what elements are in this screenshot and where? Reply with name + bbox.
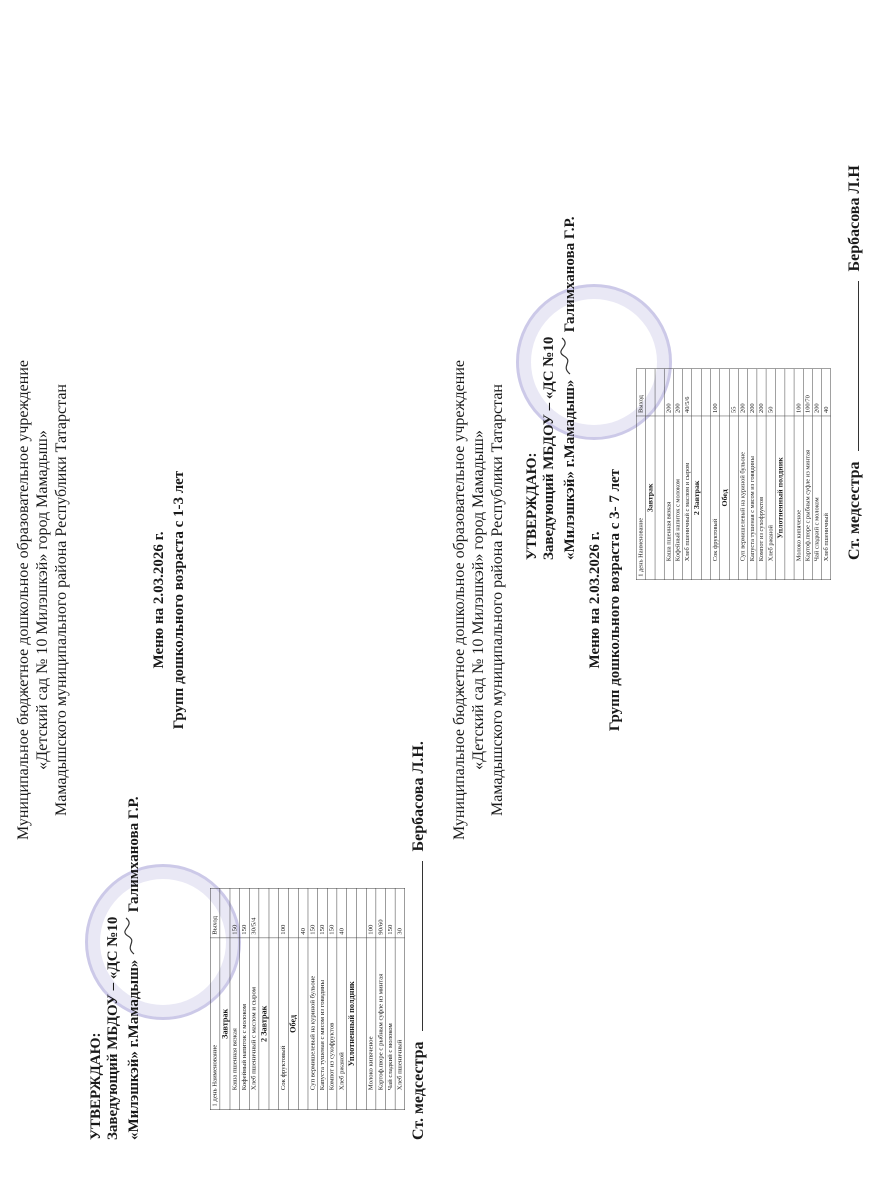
- dish-name: Хлеб ржаной: [337, 938, 347, 1110]
- dish-output: 200: [812, 369, 821, 416]
- dish-output: 150: [327, 888, 337, 938]
- dish-name: Молоко кипяченое: [366, 938, 376, 1110]
- dish-output: 150: [230, 888, 240, 938]
- approval-block: [524, 217, 579, 561]
- dish-output: [692, 369, 702, 416]
- dish-name: Суп вермишелевый на куриной бульоне: [308, 938, 318, 1110]
- menu-table: [636, 368, 831, 580]
- nurse-name: Бербасова Л.Н: [846, 165, 863, 272]
- dish-output: 100: [279, 888, 289, 938]
- signature-line: [858, 281, 859, 451]
- dish-output: 100/70: [803, 369, 812, 416]
- org-line-1: Муниципальное бюджетное дошкольное образовательное учреждение: [15, 360, 32, 840]
- approve-org: «Милэшкэй» г.Мамадыш»: [562, 379, 578, 560]
- menu-group: Групп дошкольного возраста с 3- 7 лет: [607, 468, 623, 732]
- table-row: [357, 888, 367, 1109]
- dish-name: Суп вермишелевый на куриной бульоне: [739, 416, 748, 580]
- dish-output: 200: [739, 369, 748, 416]
- dish-name: Хлеб пшеничный: [395, 938, 405, 1110]
- dish-name: Хлеб пшеничный с маслом и сыром: [683, 416, 692, 580]
- table-row: [757, 369, 766, 580]
- dish-output: 30/5/4: [249, 888, 259, 938]
- dish-name: Компот из сухофруктов: [327, 938, 337, 1110]
- meal-section-title: Уплотненный полдник: [775, 416, 785, 580]
- table-row: [720, 369, 730, 580]
- dish-name: Сок фруктовый: [711, 416, 720, 580]
- table-row: [701, 369, 710, 580]
- dish-output: 150: [308, 888, 318, 938]
- dish-name: Чай сладкий с молоком: [386, 938, 396, 1110]
- dish-name: Картоф.пюре с рыбным суфле из минтая: [376, 938, 386, 1110]
- org-line-2: «Детский сад № 10 Милэшкэй» город Мамадыш»: [470, 430, 487, 770]
- dish-name: [357, 938, 367, 1110]
- dish-output: [259, 888, 269, 938]
- table-row: [327, 888, 337, 1109]
- dish-output: 100: [794, 369, 803, 416]
- dish-name: Сок фруктовый: [279, 938, 289, 1110]
- signature-icon: [558, 336, 574, 376]
- dish-output: 200: [757, 369, 766, 416]
- dish-output: 40: [337, 888, 347, 938]
- dish-name: Хлеб ржаной: [766, 416, 775, 580]
- table-row: [729, 369, 738, 580]
- dish-output: 40/5/6: [683, 369, 692, 416]
- dish-output: 200: [748, 369, 757, 416]
- dish-name: [785, 416, 794, 580]
- nurse-name: Бербасова Л.Н.: [410, 741, 427, 852]
- dish-output: 200: [664, 369, 673, 416]
- org-line-1: Муниципальное бюджетное дошкольное образовательное учреждение: [451, 360, 468, 840]
- menu-table: [210, 888, 405, 1110]
- table-row: [249, 888, 259, 1109]
- nurse-signature-line: [846, 165, 864, 560]
- dish-name: Хлеб пшеничный: [822, 416, 831, 580]
- table-row: [395, 888, 405, 1109]
- meal-section-title: Обед: [288, 938, 298, 1110]
- column-header-output: Выход: [636, 369, 645, 416]
- table-row: [775, 369, 785, 580]
- menu-date: Меню на 2.03.2026 г.: [151, 531, 167, 669]
- dish-name: Молоко кипяченое: [794, 416, 803, 580]
- table-header-row: [210, 888, 220, 1109]
- dish-name: Кофейный напиток с молоком: [673, 416, 682, 580]
- table-row: [298, 888, 308, 1109]
- dish-output: 55: [729, 369, 738, 416]
- org-line-3: Мамадышского муниципального района Республики Татарстан: [489, 384, 506, 816]
- meal-section-title: Завтрак: [220, 938, 230, 1110]
- nurse-label: Ст. медсестра: [846, 461, 863, 560]
- table-row: [318, 888, 328, 1109]
- dish-name: [298, 938, 308, 1110]
- dish-name: [269, 938, 279, 1110]
- table-row: [692, 369, 702, 580]
- signature-icon: [122, 916, 138, 956]
- table-header-row: [636, 369, 645, 580]
- table-row: [288, 888, 298, 1109]
- table-row: [711, 369, 720, 580]
- table-row: [279, 888, 289, 1109]
- approve-role: Заведующий МБДОУ – «ДС №10: [105, 916, 121, 1140]
- dish-output: 40: [298, 888, 308, 938]
- dish-output: [701, 369, 710, 416]
- meal-section-title: Уплотненный полдник: [347, 938, 357, 1110]
- dish-name: [729, 416, 738, 580]
- approval-block: [88, 797, 143, 1141]
- dish-output: 150: [318, 888, 328, 938]
- table-row: [785, 369, 794, 580]
- dish-output: 100: [711, 369, 720, 416]
- menu-document-3-7: [436, 0, 872, 1200]
- table-row: [259, 888, 269, 1109]
- table-row: [812, 369, 821, 580]
- table-row: [766, 369, 775, 580]
- dish-output: 30: [395, 888, 405, 938]
- table-row: [803, 369, 812, 580]
- table-row: [794, 369, 803, 580]
- dish-name: [655, 416, 664, 580]
- meal-section-title: 2 Завтрак: [692, 416, 702, 580]
- dish-name: Картоф.пюре с рыбным суфле из минтая: [803, 416, 812, 580]
- dish-output: 150: [386, 888, 396, 938]
- approve-title: УТВЕРЖДАЮ:: [88, 1032, 104, 1140]
- dish-output: 40: [822, 369, 831, 416]
- signature-line: [422, 861, 423, 1031]
- table-row: [683, 369, 692, 580]
- dish-name: Хлеб пшеничный с маслом и сыром: [249, 938, 259, 1110]
- dish-output: [720, 369, 730, 416]
- table-row: [347, 888, 357, 1109]
- dish-name: Кофейный напиток с молоком: [240, 938, 250, 1110]
- table-row: [366, 888, 376, 1109]
- dish-name: Чай сладкий с молоком: [812, 416, 821, 580]
- table-row: [220, 888, 230, 1109]
- dish-output: [655, 369, 664, 416]
- dish-output: [269, 888, 279, 938]
- dish-name: Каша пшенная вязкая: [230, 938, 240, 1110]
- dish-output: [785, 369, 794, 416]
- table-row: [645, 369, 655, 580]
- column-header-output: Выход: [210, 888, 220, 938]
- table-row: [269, 888, 279, 1109]
- meal-section-title: 2 Завтрак: [259, 938, 269, 1110]
- org-line-2: «Детский сад № 10 Милэшкэй» город Мамадыш»: [34, 430, 51, 770]
- table-row: [673, 369, 682, 580]
- meal-section-title: Обед: [720, 416, 730, 580]
- approve-name: Галимханова Г.Р.: [126, 796, 142, 913]
- column-header-name: 1 день Наименование: [210, 938, 220, 1110]
- approve-role: Заведующий МБДОУ – «ДС №10: [541, 336, 557, 560]
- dish-output: [775, 369, 785, 416]
- nurse-signature-line: [410, 741, 428, 1140]
- table-row: [655, 369, 664, 580]
- approve-org: «Милэшкэй» г.Мамадыш»: [126, 959, 142, 1140]
- table-row: [337, 888, 347, 1109]
- dish-output: 200: [673, 369, 682, 416]
- dish-name: Капуста тушеная с мясом из говядины: [748, 416, 757, 580]
- dish-output: [347, 888, 357, 938]
- table-row: [240, 888, 250, 1109]
- table-row: [386, 888, 396, 1109]
- table-row: [664, 369, 673, 580]
- dish-name: Каша пшенная вязкая: [664, 416, 673, 580]
- org-line-3: Мамадышского муниципального района Республики Татарстан: [53, 384, 70, 816]
- table-row: [308, 888, 318, 1109]
- meal-section-title: Завтрак: [645, 416, 655, 580]
- dish-output: 90/60: [376, 888, 386, 938]
- dish-output: 50: [766, 369, 775, 416]
- menu-group: Групп дошкольного возраста с 1-3 лет: [171, 470, 187, 730]
- dish-output: [645, 369, 655, 416]
- dish-name: Компот из сухофруктов: [757, 416, 766, 580]
- table-row: [739, 369, 748, 580]
- nurse-label: Ст. медсестра: [410, 1041, 427, 1140]
- dish-output: [288, 888, 298, 938]
- dish-name: [701, 416, 710, 580]
- dish-output: 150: [240, 888, 250, 938]
- table-row: [376, 888, 386, 1109]
- dish-output: 100: [366, 888, 376, 938]
- dish-name: Капуста тушеная с мясом из говядины: [318, 938, 328, 1110]
- dish-output: [220, 888, 230, 938]
- table-row: [230, 888, 240, 1109]
- menu-date: Меню на 2.03.2026 г.: [587, 531, 603, 669]
- table-row: [748, 369, 757, 580]
- column-header-name: 1 день Наименование: [636, 416, 645, 580]
- table-row: [822, 369, 831, 580]
- dish-output: [357, 888, 367, 938]
- approve-name: Галимханова Г.Р.: [562, 216, 578, 333]
- approve-title: УТВЕРЖДАЮ:: [524, 452, 540, 560]
